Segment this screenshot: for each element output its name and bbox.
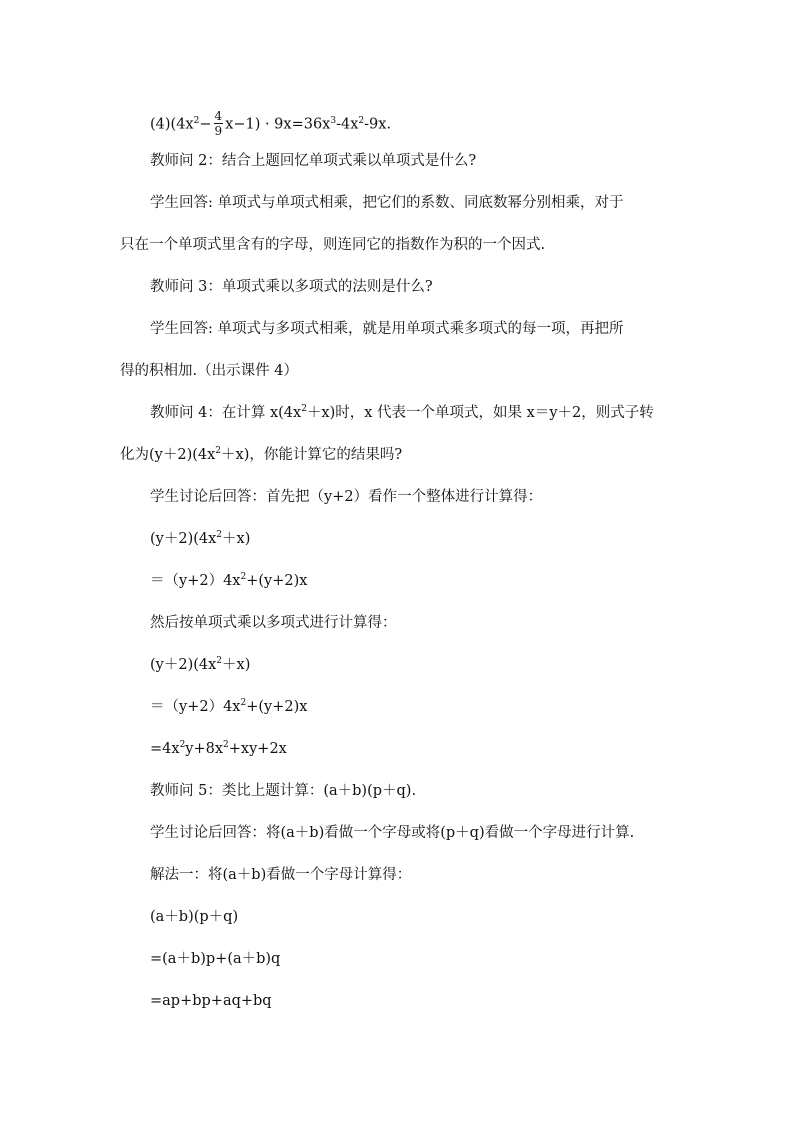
text-part: 教师问 4：在计算 x(4x [150,405,302,421]
eq-part: ＝（y+2）4x [150,699,241,715]
equation-line: (a＋b)(p＋q) [150,909,239,925]
exponent: 2 [216,530,223,540]
equation-line [150,656,250,676]
eq-part: − [199,116,212,133]
exponent: 2 [193,115,200,126]
student-answer-2-line-2: 得的积相加.（出示课件 4） [120,363,298,379]
text-part: 化为(y＋2)(4x [120,447,216,463]
eq-part: -9x. [364,116,392,133]
eq-part: y+8x [185,741,224,757]
eq-part: ＋x) [222,657,251,673]
eq-part: =4x [150,741,180,757]
eq-part: ＝（y+2）4x [150,573,241,589]
exponent: 3 [330,115,337,126]
teacher-question-2: 教师问 2：结合上题回忆单项式乘以单项式是什么? [150,153,477,169]
equation-line [150,572,307,592]
text-part: ＋x)时，x 代表一个单项式，如果 x＝y＋2，则式子转 [306,405,654,421]
then-calculate-text: 然后按单项式乘以多项式进行计算得： [150,615,397,631]
fraction-numerator: 4 [214,109,223,123]
exponent: 2 [223,740,229,750]
teacher-question-3: 教师问 3：单项式乘以多项式的法则是什么? [150,279,433,295]
exponent: 2 [179,740,186,750]
equation-line [150,740,287,760]
eq-part: +(y+2)x [246,699,308,715]
exponent: 2 [215,446,222,456]
equation-line: =(a＋b)p+(a＋b)q [150,951,281,967]
teacher-question-5: 教师问 5：类比上题计算：(a＋b)(p＋q). [150,783,417,799]
equation-4 [150,110,391,139]
student-discussion-1: 学生讨论后回答：首先把（y+2）看作一个整体进行计算得： [150,489,543,505]
eq-part: (y＋2)(4x [150,531,217,547]
eq-part: (4)(4x [150,116,194,133]
exponent: 2 [240,698,247,708]
fraction-denominator: 9 [214,124,223,138]
student-answer-2-line-1: 学生回答: 单项式与多项式相乘，就是用单项式乘多项式的每一项，再把所 [150,321,624,337]
equation-line: =ap+bp+aq+bq [150,993,272,1009]
student-answer-1-line-1: 学生回答: 单项式与单项式相乘，把它们的系数、同底数幂分别相乘，对于 [150,195,624,211]
eq-part: (y＋2)(4x [150,657,217,673]
exponent: 2 [301,404,307,414]
eq-part: +(y+2)x [246,573,308,589]
teacher-question-4-line-1 [150,404,654,424]
teacher-question-4-line-2 [120,446,402,466]
equation-line [150,698,307,718]
eq-part: x−1) · 9x=36x [225,116,331,133]
exponent: 2 [216,656,223,666]
solution-1-heading: 解法一：将(a＋b)看做一个字母计算得： [150,867,412,883]
equation-line [150,530,250,550]
eq-part: -4x [336,116,359,133]
eq-part: +xy+2x [228,741,287,757]
exponent: 2 [358,115,365,126]
exponent: 2 [240,572,247,582]
eq-part: ＋x) [222,531,251,547]
student-discussion-2: 学生讨论后回答：将(a＋b)看做一个字母或将(p＋q)看做一个字母进行计算. [150,825,635,841]
student-answer-1-line-2: 只在一个单项式里含有的字母，则连同它的指数作为积的一个因式. [120,237,546,253]
text-part: ＋x)，你能计算它的结果吗? [221,447,403,463]
fraction [214,109,224,138]
